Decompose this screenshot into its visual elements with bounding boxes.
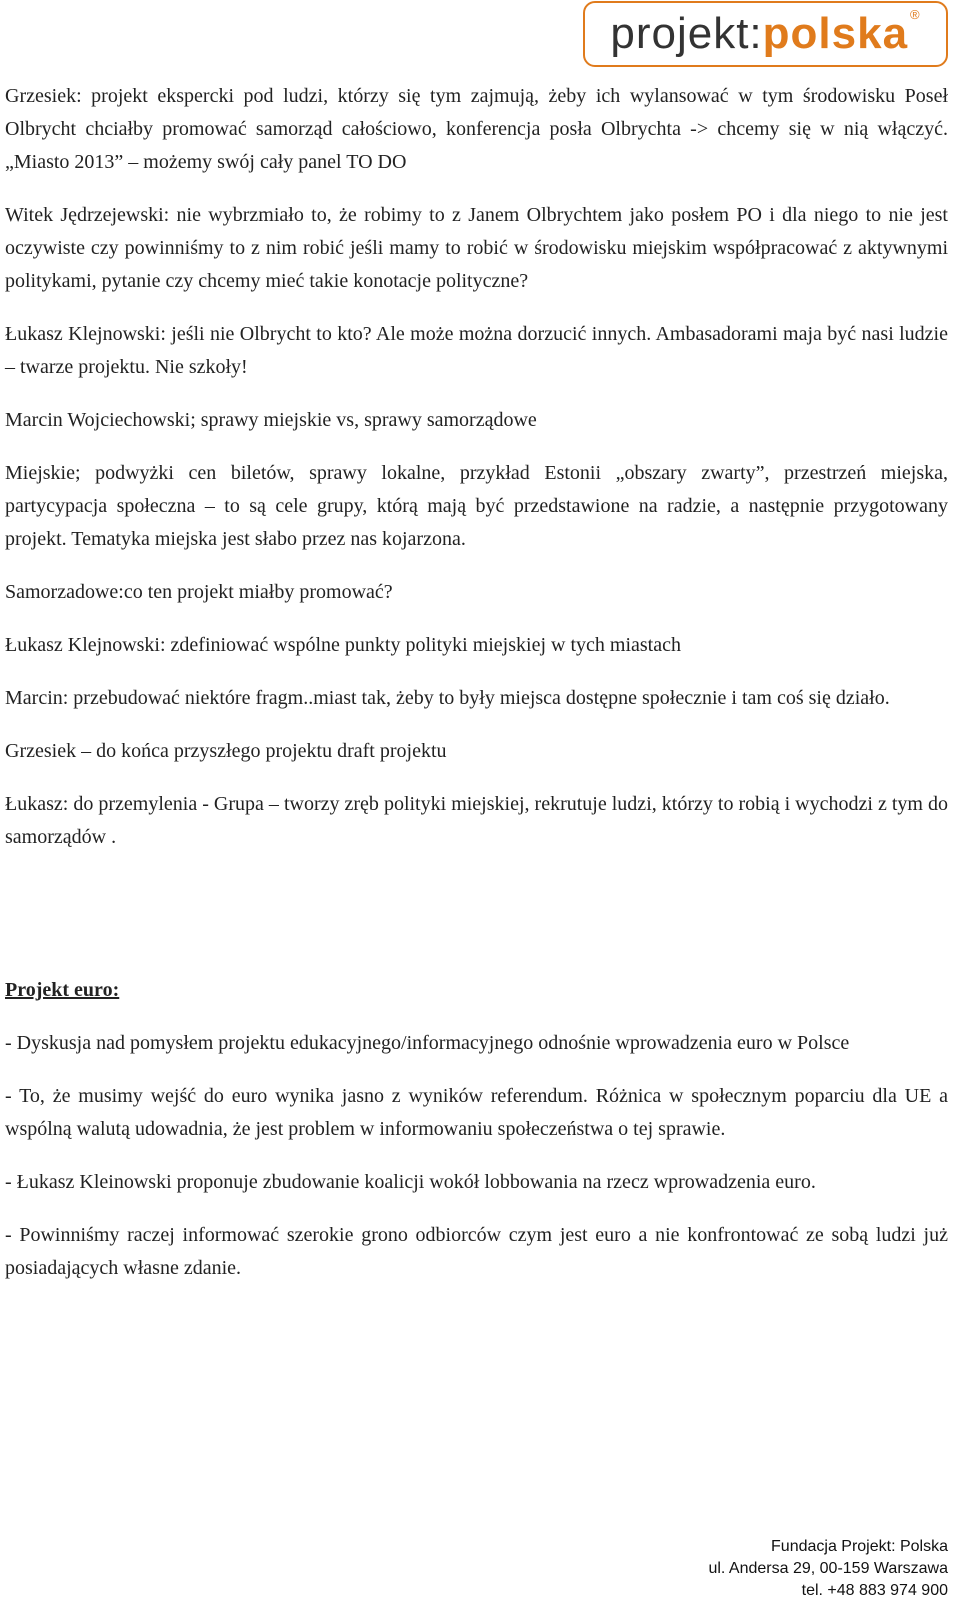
footer-address: ul. Andersa 29, 00-159 Warszawa <box>708 1560 948 1577</box>
registered-mark: ® <box>910 6 921 22</box>
paragraph: Łukasz Klejnowski: jeśli nie Olbrycht to kto? Ale może można dorzucić innych. Ambasadorami maja być nasi ludzie – twarze projektu. Nie szkoły! <box>5 323 948 378</box>
euro-item: - To, że musimy wejść do euro wynika jasno z wyników referendum. Różnica w społecznym poparciu dla UE a wspólną walutą udowadnia, że jest problem w informowaniu społeczeństwa o tej sprawie. <box>5 1085 948 1140</box>
euro-item: - Dyskusja nad pomysłem projektu edukacyjnego/informacyjnego odnośnie wprowadzenia euro w Polsce <box>5 1032 850 1054</box>
euro-item: - Łukasz Kleinowski proponuje zbudowanie koalicji wokół lobbowania na rzecz wprowadzenia euro. <box>5 1171 816 1193</box>
paragraph: Witek Jędrzejewski: nie wybrzmiało to, że robimy to z Janem Olbrychtem jako posłem PO i dla niego to nie jest oczywiste czy powinniśmy to z nim robić jeśli mamy to robić w środowisku miejskim współpracować z aktywnymi politykami, pytanie czy chcemy mieć takie konotacje polityczne? <box>5 204 948 292</box>
paragraph: Grzesiek: projekt ekspercki pod ludzi, którzy się tym zajmują, żeby ich wylansować w tym środowisku Poseł Olbrycht chciałby promować samorząd całościowo, konferencja posła Olbrychta -> chcemy się w nią włączyć. „Miasto 2013” – możemy swój cały panel TO DO <box>5 85 948 173</box>
paragraph: Miejskie; podwyżki cen biletów, sprawy lokalne, przykład Estonii „obszary zwarty”, przestrzeń miejska, partycypacja społeczna – to są cele grupy, którą mają być przedstawione na radzie, a następnie przygotowany projekt. Tematyka miejska jest słabo przez nas kojarzona. <box>5 462 948 550</box>
footer <box>708 1536 948 1602</box>
logo <box>583 1 948 67</box>
logo-part1: projekt: <box>610 9 763 58</box>
section-title: Projekt euro: <box>5 979 120 1001</box>
footer-phone: tel. +48 883 974 900 <box>801 1582 948 1599</box>
paragraph: Łukasz Klejnowski: zdefiniować wspólne punkty polityki miejskiej w tych miastach <box>5 634 681 656</box>
paragraph: Grzesiek – do końca przyszłego projektu draft projektu <box>5 740 447 762</box>
paragraph: Samorzadowe:co ten projekt miałby promować? <box>5 581 393 603</box>
document-body <box>5 80 948 1305</box>
paragraph: Marcin: przebudować niektóre fragm..miast tak, żeby to były miejsca dostępne społecznie i tam coś się działo. <box>5 687 890 709</box>
paragraph: Marcin Wojciechowski; sprawy miejskie vs, sprawy samorządowe <box>5 409 537 431</box>
footer-organization: Fundacja Projekt: Polska <box>771 1538 948 1555</box>
euro-item: - Powinniśmy raczej informować szerokie grono odbiorców czym jest euro a nie konfrontować ze sobą ludzi już posiadających własne zdanie. <box>5 1224 948 1279</box>
logo-part2: polska <box>762 9 909 58</box>
paragraph: Łukasz: do przemylenia - Grupa – tworzy zręb polityki miejskiej, rekrutuje ludzi, którzy to robią i wychodzi z tym do samorządów . <box>5 793 948 848</box>
